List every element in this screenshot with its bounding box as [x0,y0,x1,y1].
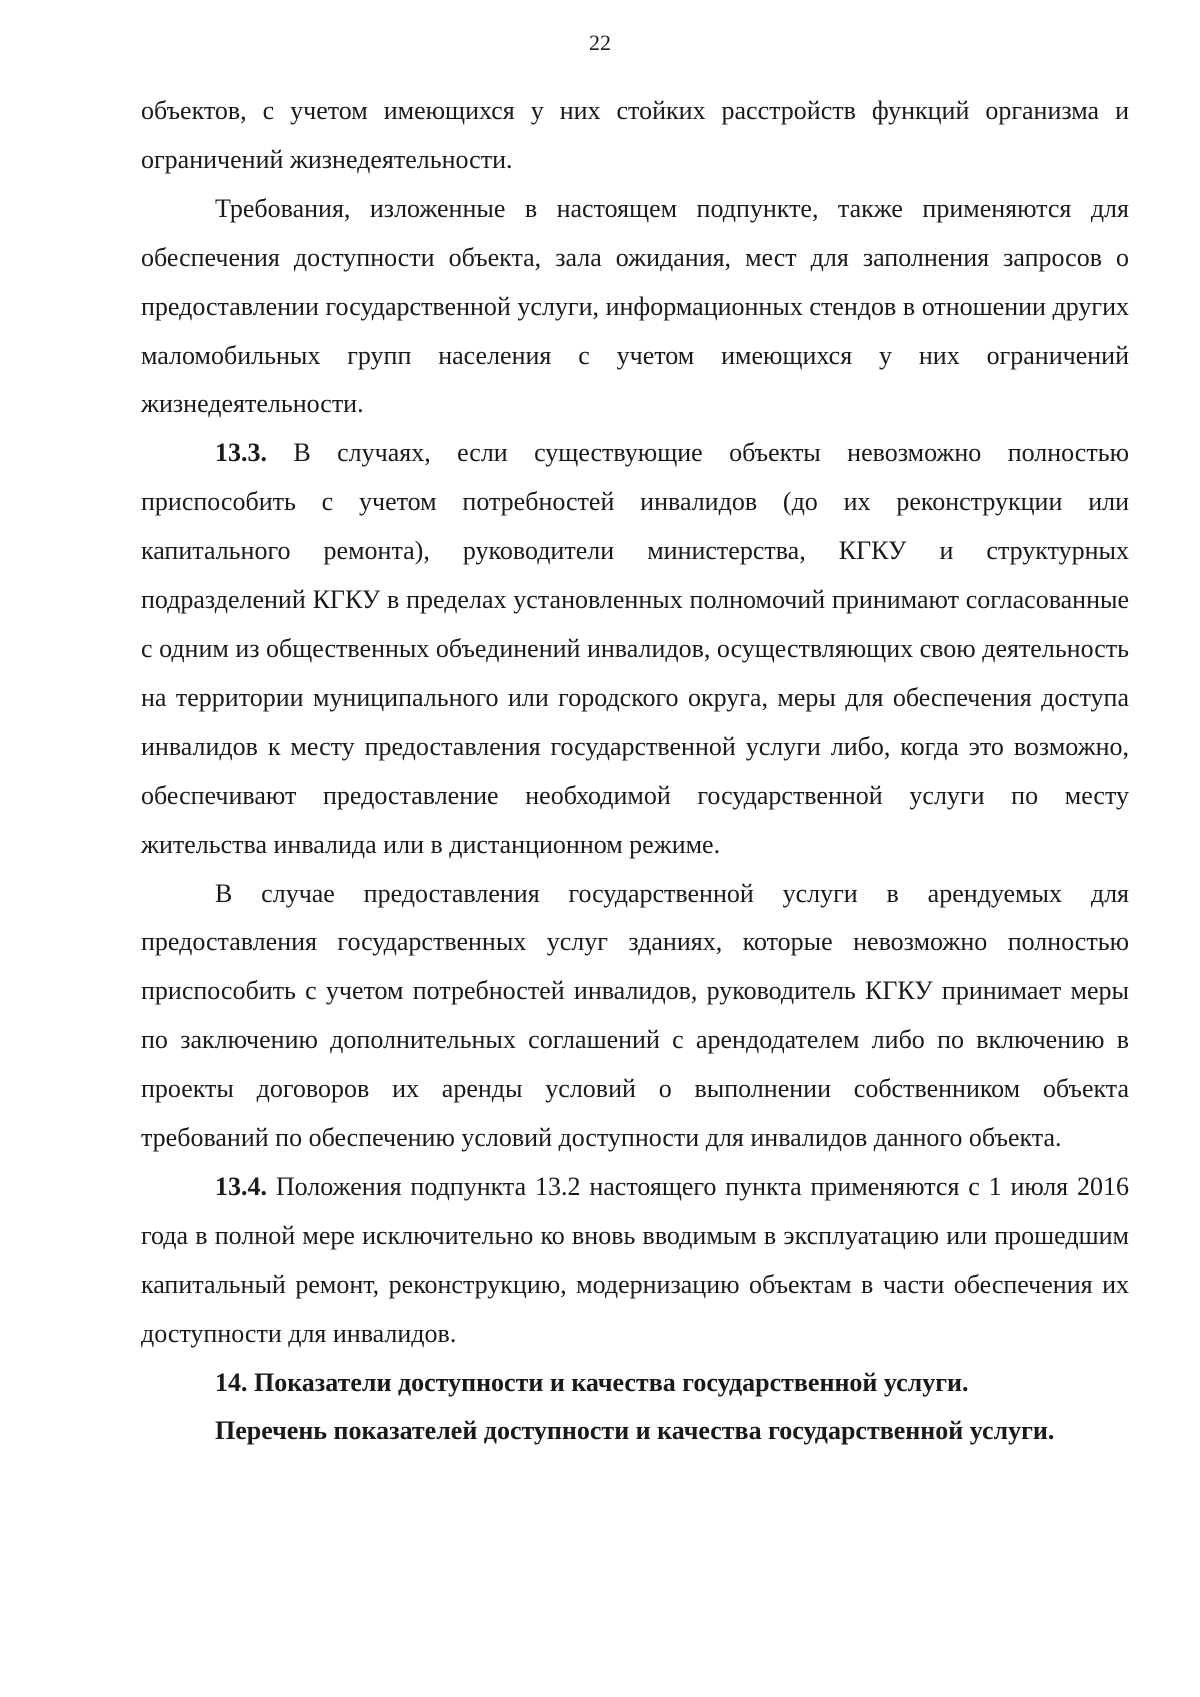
paragraph-continuation: объектов, с учетом имеющихся у них стойких расстройств функций организма и ограничений жизнедеятельности. [141,96,1129,174]
page-number: 22 [589,30,611,55]
document-body [141,87,1129,1456]
clause-text-13-3: В случаях, если существующие объекты невозможно полностью приспособить с учетом потребностей инвалидов (до их реконструкции или капитального ремонта), руководители министерства, КГКУ и структурных подразделений КГКУ в пределах установленных полномочий принимают согласованные с одним из общественных объединений инвалидов, осуществляющих свою деятельность на территории муниципального или городского округа, меры для обеспечения доступа инвалидов к месту предоставления государственной услуги либо, когда это возможно, обеспечивают предоставление необходимой государственной услуги по месту жительства инвалида или в дистанционном режиме. [141,438,1129,859]
clause-text-13-4: Положения подпункта 13.2 настоящего пункта применяются с 1 июля 2016 года в полной мере исключительно ко вновь вводимым в эксплуатацию или прошедшим капитальный ремонт, реконструкцию, модернизацию объектам в части обеспечения их доступности для инвалидов. [141,1171,1129,1348]
paragraph-13-3 [141,429,1129,869]
paragraph-lease: В случае предоставления государственной услуги в арендуемых для предоставления государственных услуг зданиях, которые невозможно полностью приспособить с учетом потребностей инвалидов, руководитель КГКУ принимает меры по заключению дополнительных соглашений с арендодателем либо по включению в проекты договоров их аренды условий о выполнении собственником объекта требований по обеспечению условий доступности для инвалидов данного объекта. [141,878,1129,1153]
section-heading-14: 14. Показатели доступности и качества государственной услуги. [215,1367,969,1397]
clause-number-13-4: 13.4. [215,1171,267,1201]
paragraph-requirements: Требования, изложенные в настоящем подпункте, также применяются для обеспечения доступности объекта, зала ожидания, мест для заполнения запросов о предоставлении государственной услуги, информационных стендов в отношении других маломобильных групп населения с учетом имеющихся у них ограничений жизнедеятельности. [141,193,1129,419]
indicator-list-heading: Перечень показателей доступности и качества государственной услуги. [215,1416,1055,1446]
paragraph-13-4 [141,1163,1129,1359]
clause-number-13-3: 13.3. [215,438,267,468]
